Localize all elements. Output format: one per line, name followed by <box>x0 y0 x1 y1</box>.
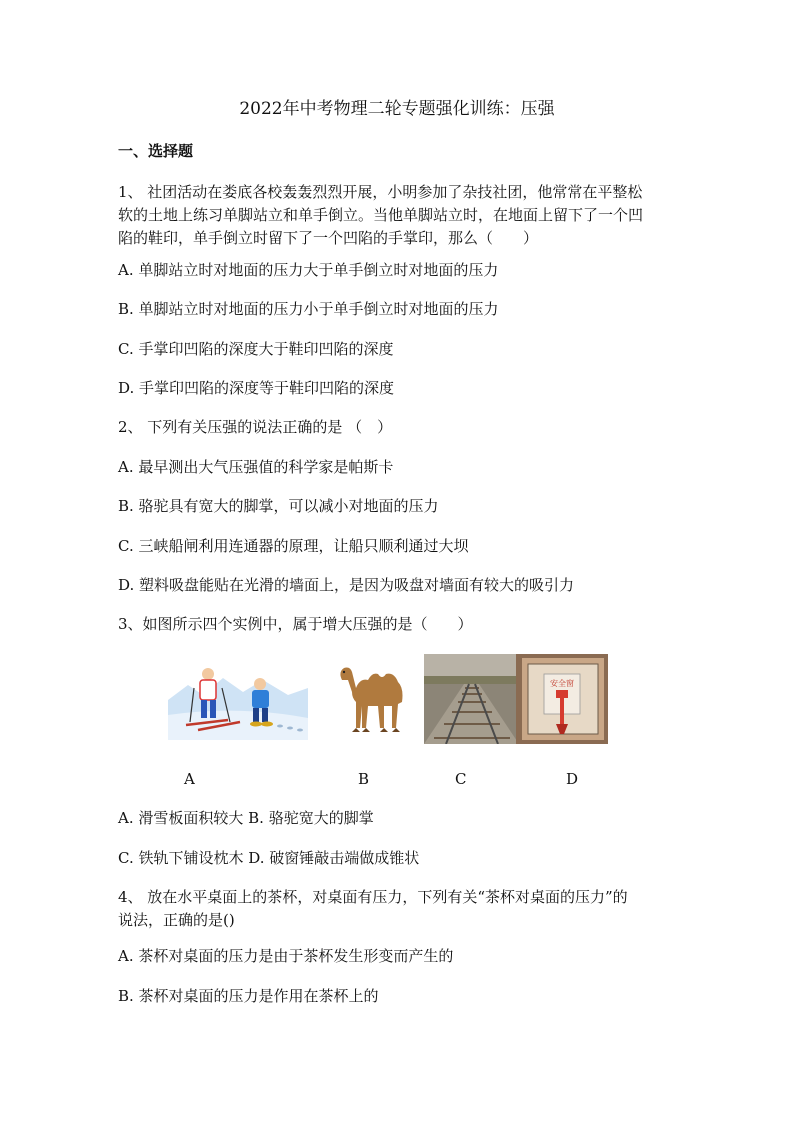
skiers-illustration <box>168 660 308 740</box>
figure-label-d: D <box>566 770 579 788</box>
q4-option-b: B. 茶杯对桌面的压力是作用在茶杯上的 <box>118 987 379 1005</box>
camel-illustration <box>334 658 412 736</box>
q1-option-d: D. 手掌印凹陷的深度等于鞋印凹陷的深度 <box>118 379 395 397</box>
q1-stem-line3: 陷的鞋印，单手倒立时留下了一个凹陷的手掌印，那么（ ） <box>118 229 539 247</box>
q1-option-b: B. 单脚站立时对地面的压力小于单手倒立时对地面的压力 <box>118 300 499 318</box>
q4-stem-line1: 4、 放在水平桌面上的茶杯，对桌面有压力，下列有关“茶杯对桌面的压力”的 <box>118 888 628 906</box>
q2-option-d: D. 塑料吸盘能贴在光滑的墙面上，是因为吸盘对墙面有较大的吸引力 <box>118 576 575 594</box>
q3-options-cd: C. 铁轨下铺设枕木 D. 破窗锤敲击端做成锥状 <box>118 849 420 867</box>
q3-stem: 3、如图所示四个实例中，属于增大压强的是（ ） <box>118 615 473 633</box>
q2-option-b: B. 骆驼具有宽大的脚掌，可以减小对地面的压力 <box>118 497 439 515</box>
q2-option-a: A. 最早测出大气压强值的科学家是帕斯卡 <box>118 458 394 476</box>
q1-stem-line1: 1、 社团活动在娄底各校轰轰烈烈开展，小明参加了杂技社团，他常常在平整松 <box>118 183 643 201</box>
q1-stem-line2: 软的土地上练习单脚站立和单手倒立。当他单脚站立时，在地面上留下了一个凹 <box>118 206 644 224</box>
figure-label-c: C <box>455 770 467 788</box>
q2-option-c: C. 三峡船闸利用连通器的原理，让船只顺利通过大坝 <box>118 537 469 555</box>
q1-option-a: A. 单脚站立时对地面的压力大于单手倒立时对地面的压力 <box>118 261 499 279</box>
emergency-hammer-photo <box>516 654 608 744</box>
document-title: 2022年中考物理二轮专题强化训练：压强 <box>239 99 555 119</box>
q1-option-c: C. 手掌印凹陷的深度大于鞋印凹陷的深度 <box>118 340 394 358</box>
q4-stem-line2: 说法，正确的是() <box>118 911 235 929</box>
q2-stem: 2、 下列有关压强的说法正确的是 （ ） <box>118 418 393 436</box>
railway-track-photo <box>424 654 519 744</box>
sign-text: 安全窗 <box>550 679 574 688</box>
q4-option-a: A. 茶杯对桌面的压力是由于茶杯发生形变而产生的 <box>118 947 454 965</box>
section-heading: 一、选择题 <box>118 142 194 160</box>
q3-options-ab: A. 滑雪板面积较大 B. 骆驼宽大的脚掌 <box>118 809 374 827</box>
figure-label-a: A <box>184 770 195 788</box>
figure-label-b: B <box>358 770 370 788</box>
